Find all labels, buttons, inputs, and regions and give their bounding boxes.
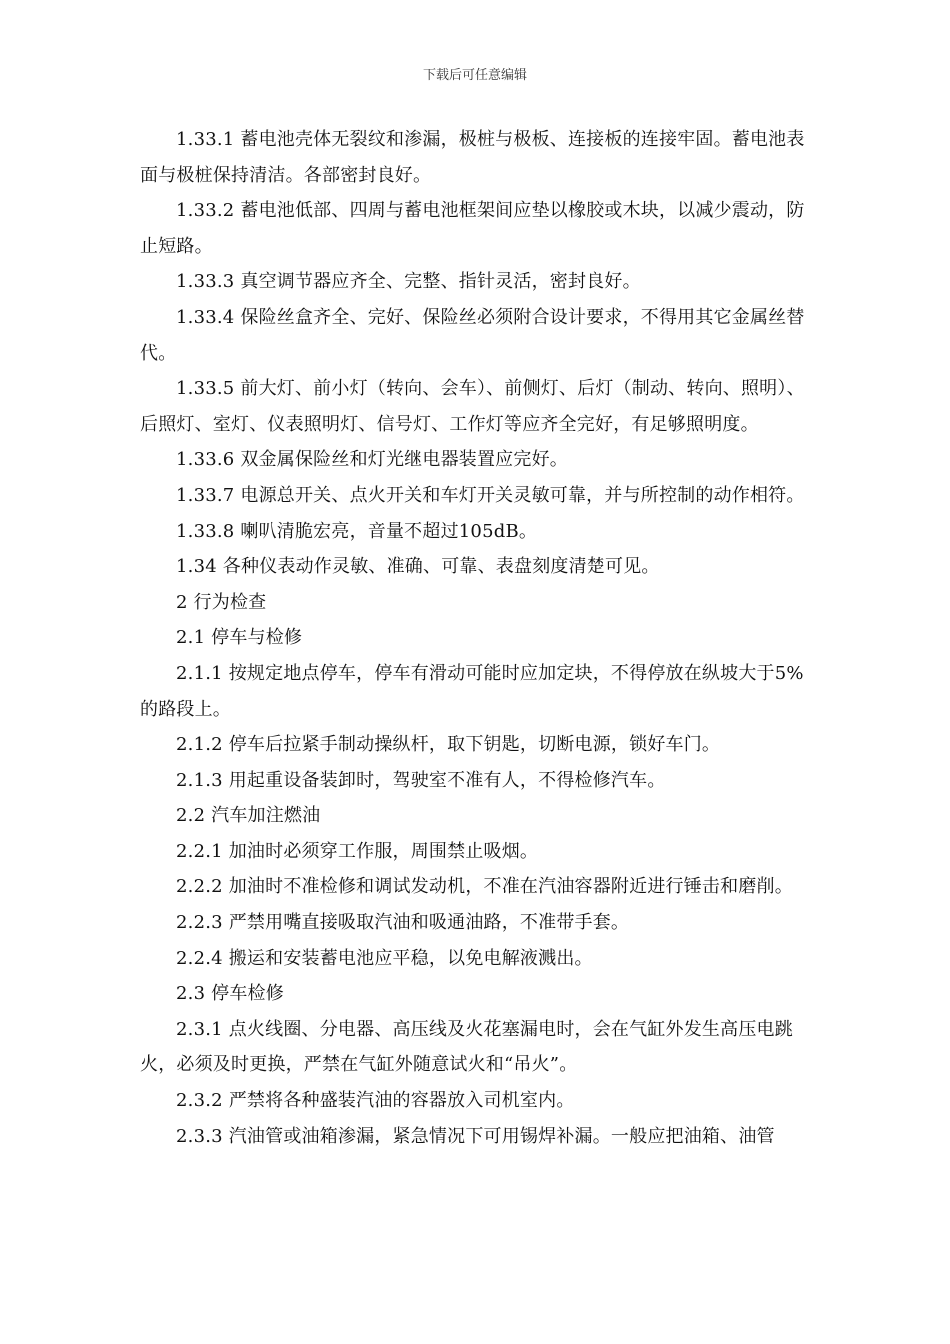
paragraph: 1.33.6 双金属保险丝和灯光继电器装置应完好。 [176,449,568,471]
paragraph: 2.2.1 加油时必须穿工作服，周围禁止吸烟。 [176,840,539,862]
paragraph: 2.2.4 搬运和安装蓄电池应平稳，以免电解液溅出。 [176,947,593,969]
paragraph: 2.1.2 停车后拉紧手制动操纵杆，取下钥匙，切断电源，锁好车门。 [176,734,721,756]
paragraph: 2.3.3 汽油管或油箱渗漏，紧急情况下可用锡焊补漏。一般应把油箱、油管 [176,1125,775,1147]
paragraph: 2.3.1 点火线圈、分电器、高压线及火花塞漏电时，会在气缸外发生高压电跳火，必须及时更换，严禁在气缸外随意试火和“吊火”。 [140,1018,793,1076]
paragraph: 2.1.3 用起重设备装卸时，驾驶室不准有人，不得检修汽车。 [176,769,666,791]
paragraph: 2.1.1 按规定地点停车，停车有滑动可能时应加定块，不得停放在纵坡大于5%的路段上。 [140,662,804,720]
paragraph: 1.33.2 蓄电池低部、四周与蓄电池框架间应垫以橡胶或木块，以减少震动，防止短路。 [140,200,805,257]
paragraph: 1.33.5 前大灯、前小灯（转向、会车）、前侧灯、后灯（制动、转向、照明）、后照灯、室灯、仪表照明灯、信号灯、工作灯等应齐全完好，有足够照明度。 [140,378,805,435]
paragraph: 2.2.2 加油时不准检修和调试发动机，不准在汽油容器附近进行锤击和磨削。 [176,876,793,898]
document-body [140,122,816,1154]
paragraph: 2.2.3 严禁用嘴直接吸取汽油和吸通油路，不准带手套。 [176,912,630,934]
section-heading: 2.1 停车与检修 [176,627,303,649]
paragraph: 1.33.3 真空调节器应齐全、完整、指针灵活，密封良好。 [176,271,641,293]
paragraph: 1.34 各种仪表动作灵敏、准确、可靠、表盘刻度清楚可见。 [176,556,660,578]
paragraph: 1.33.8 喇叭清脆宏亮，音量不超过105dB。 [176,520,538,542]
section-heading: 2 行为检查 [176,591,267,613]
paragraph: 1.33.7 电源总开关、点火开关和车灯开关灵敏可靠，并与所控制的动作相符。 [176,484,805,506]
paragraph: 1.33.4 保险丝盒齐全、完好、保险丝必须附合设计要求，不得用其它金属丝替代。 [140,306,805,364]
section-heading: 2.3 停车检修 [176,983,284,1005]
paragraph: 2.3.2 严禁将各种盛装汽油的容器放入司机室内。 [176,1090,575,1112]
page-header: 下载后可任意编辑 [422,68,527,83]
paragraph: 1.33.1 蓄电池壳体无裂纹和渗漏，极桩与极板、连接板的连接牢固。蓄电池表面与极桩保持清洁。各部密封良好。 [140,129,805,186]
section-heading: 2.2 汽车加注燃油 [176,805,321,827]
